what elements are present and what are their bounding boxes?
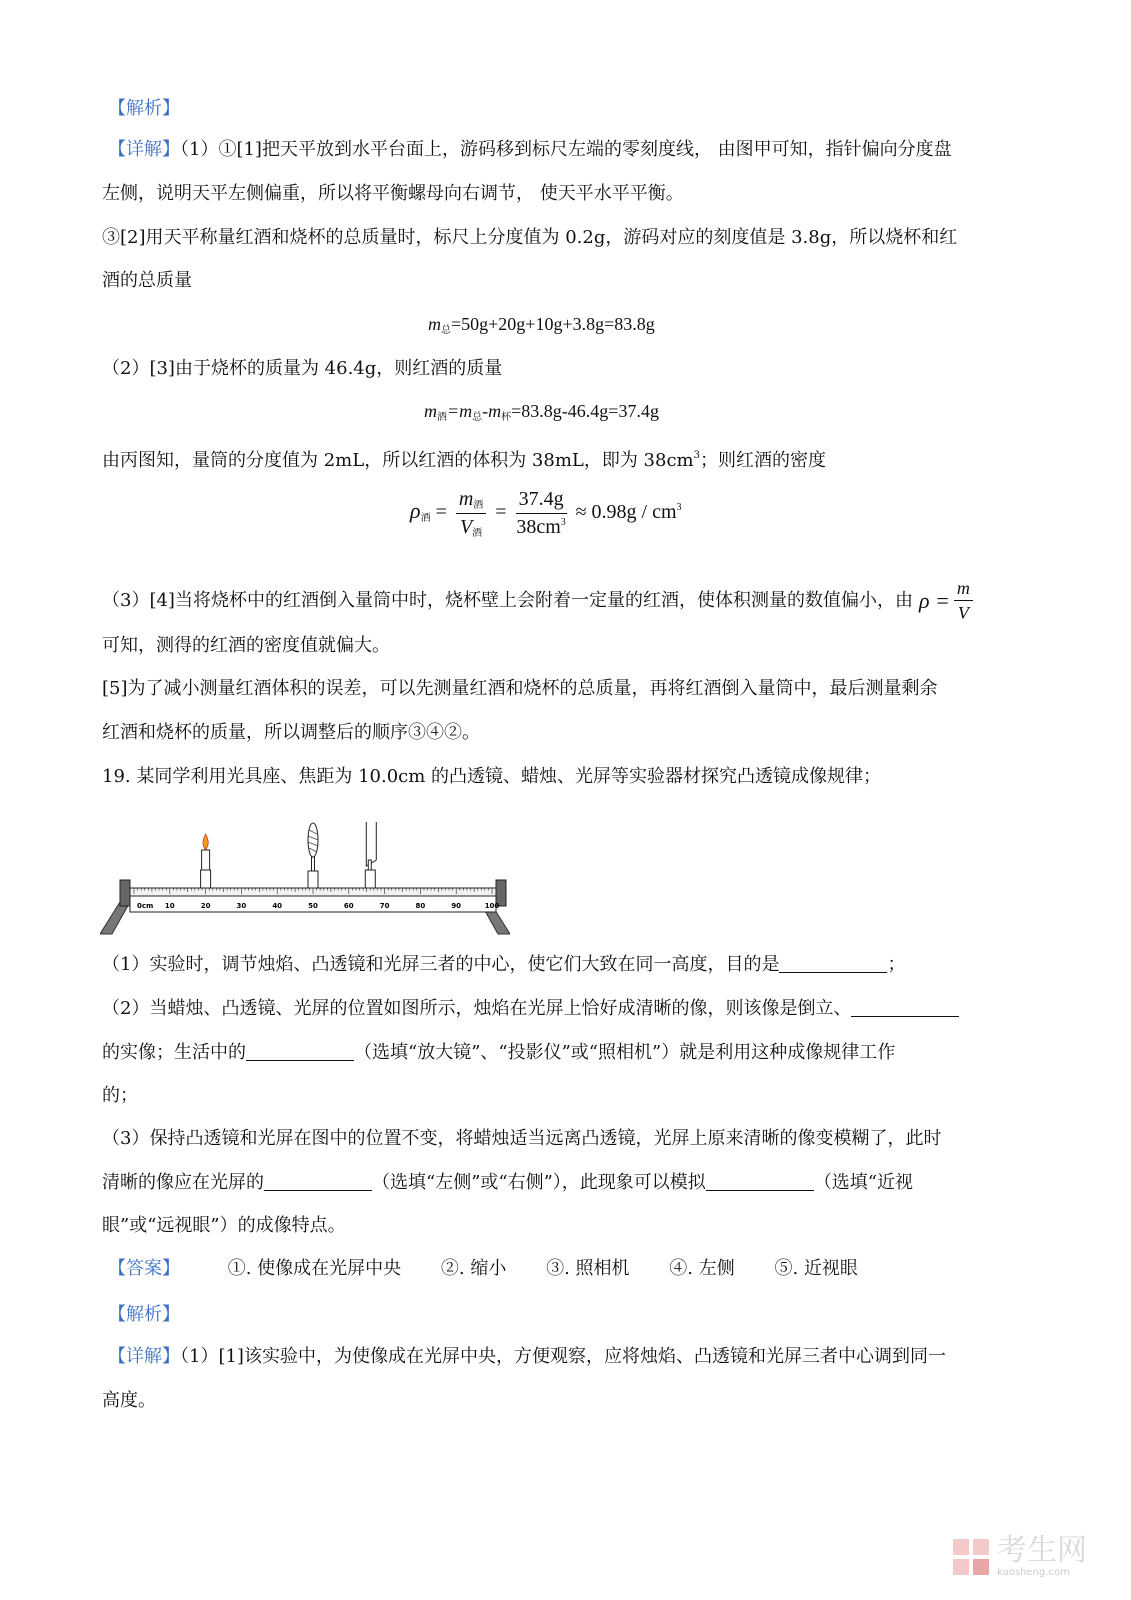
paragraph-4: 由丙图知，量筒的分度值为 2mL，所以红酒的体积为 38mL，即为 $38cm^3$；则红酒的密度 xyxy=(102,450,826,471)
jiexi-heading: 【解析】 xyxy=(108,98,180,119)
scale-tick-label: 40 xyxy=(272,902,283,910)
answer-item-4: ④. 左侧 xyxy=(669,1258,735,1279)
answer-item-3: ③. 照相机 xyxy=(546,1258,630,1279)
equation-density: $\rho_酒$ = $\frac{m_酒}{V_酒}$ = $\frac{37.4g}{38cm^3}$ ≈ $0.98g / cm^3$ xyxy=(410,488,682,539)
paragraph-5-line-1: （3）[4]当将烧杯中的红酒倒入量筒中时，烧杯壁上会附着一定量的红酒，使体积测量的数值偏小，由 ρ = $\frac{m}{V}$ xyxy=(102,578,977,623)
question-19-part-2-line-1: （2）当蜡烛、凸透镜、光屏的位置如图所示，烛焰在光屏上恰好成清晰的像，则该像是倒立、 xyxy=(102,996,959,1022)
answer-item-2: ②. 缩小 xyxy=(440,1258,507,1279)
paragraph-5-line-2: 可知，测得的红酒的密度值就偏大。 xyxy=(102,635,390,656)
flame-icon xyxy=(203,834,208,850)
left-leg xyxy=(100,902,130,934)
convex-lens xyxy=(308,823,318,888)
paragraph-1-line-1: 【详解】（1）①[1]把天平放到水平台面上，游码移到标尺左端的零刻度线， 由图甲可知，指针偏向分度盘 xyxy=(108,139,952,160)
paragraph-3: （2）[3]由于烧杯的质量为 46.4g，则红酒的质量 xyxy=(102,358,503,379)
left-end-block xyxy=(120,880,130,906)
watermark-name: 考生网 xyxy=(997,1533,1087,1568)
scale-tick-label: 30 xyxy=(236,902,247,910)
detail-19-line-2: 高度。 xyxy=(102,1390,156,1411)
lens-stem xyxy=(312,857,315,871)
detail-heading: 【详解】 xyxy=(108,139,180,160)
paragraph-6-line-2: 红酒和烧杯的质量，所以调整后的顺序③④②。 xyxy=(102,722,480,743)
optical-bench-figure xyxy=(100,822,510,940)
equation-total-mass: $m_总=50g+20g+10g+3.8g=83.8g$ xyxy=(428,314,655,336)
lens-holder xyxy=(308,871,318,888)
detail-19-line-1: 【详解】（1）[1]该实验中，为使像成在光屏中央，方便观察，应将烛焰、凸透镜和光屏三者中心调到同一 xyxy=(108,1346,946,1367)
paragraph-2-line-2: 酒的总质量 xyxy=(102,270,192,291)
scale-tick-label: 0cm xyxy=(137,902,154,910)
question-19-part-1: （1）实验时，调节烛焰、凸透镜和光屏三者的中心，使它们大致在同一高度，目的是 ； xyxy=(102,954,906,975)
question-19-part-2-line-3: 的； xyxy=(102,1085,138,1106)
scale-tick-label: 90 xyxy=(451,902,462,910)
paragraph-2-line-1: ③[2]用天平称量红酒和烧杯的总质量时，标尺上分度值为 0.2g，游码对应的刻度值是 3.8g，所以烧杯和红 xyxy=(102,227,958,248)
scale-tick-label: 100 xyxy=(484,902,500,910)
paragraph-6-line-1: [5]为了减小测量红酒体积的误差，可以先测量红酒和烧杯的总质量，再将红酒倒入量筒中，最后测量剩余 xyxy=(102,678,938,699)
candle-body xyxy=(202,850,210,870)
answer-blank-5[interactable] xyxy=(706,1172,814,1191)
question-19-part-3-line-2: 清晰的像应在光屏的 （选填“左侧”或“右侧”），此现象可以模拟 （选填“近视 xyxy=(102,1172,914,1193)
answer-blank-4[interactable] xyxy=(264,1172,372,1191)
answer-row xyxy=(108,1256,892,1282)
jiexi-heading-2: 【解析】 xyxy=(108,1304,180,1325)
screen-holder xyxy=(365,870,375,888)
screen-stem xyxy=(368,860,371,870)
scale-tick-label: 20 xyxy=(200,902,211,910)
answer-heading: 【答案】 xyxy=(108,1258,180,1279)
screen-panel xyxy=(366,822,376,866)
question-19-part-3-line-1: （3）保持凸透镜和光屏在图中的位置不变，将蜡烛适当远离凸透镜，光屏上原来清晰的像变模糊了，此时 xyxy=(102,1128,942,1149)
scale-tick-label: 80 xyxy=(415,902,426,910)
candle-holder xyxy=(201,870,211,888)
answer-blank-2[interactable] xyxy=(851,998,959,1017)
watermark-logo-icon xyxy=(951,1537,991,1577)
fraction-rho-definition: $\frac{m}{V}$ xyxy=(954,578,973,623)
fraction-m-over-v: $\frac{m_酒}{V_酒}$ xyxy=(456,488,486,539)
scale-tick-label: 70 xyxy=(379,902,390,910)
paragraph-1-line-2: 左侧，说明天平左侧偏重，所以将平衡螺母向右调节， 使天平水平平衡。 xyxy=(102,183,684,204)
scale-tick-label: 50 xyxy=(308,902,318,910)
scale-tick-label: 10 xyxy=(164,902,175,910)
watermark-url: kaosheng.com xyxy=(997,1567,1070,1578)
question-19-stem: 19. 某同学利用光具座、焦距为 10.0cm 的凸透镜、蜡烛、光屏等实验器材探究凸透镜成像规律； xyxy=(102,766,882,787)
equation-wine-mass: $m_酒=m_总-m_杯=83.8g-46.4g=37.4g$ xyxy=(424,401,659,423)
question-19-part-3-line-3: 眼”或“远视眼”）的成像特点。 xyxy=(102,1215,346,1236)
question-19-part-2-line-2: 的实像；生活中的 （选填“放大镜”、“投影仪”或“照相机”）就是利用这种成像规律工作 xyxy=(102,1042,896,1063)
watermark xyxy=(951,1535,1087,1578)
scale-tick-label: 60 xyxy=(343,902,354,910)
light-screen xyxy=(365,822,376,888)
candle xyxy=(201,834,211,888)
fraction-values: $\frac{37.4g}{38cm^3}$ xyxy=(516,488,566,538)
answer-blank-3[interactable] xyxy=(246,1042,354,1061)
answer-item-1: ①. 使像成在光屏中央 xyxy=(227,1258,402,1279)
detail-heading-2: 【详解】 xyxy=(108,1346,180,1367)
answer-blank-1[interactable] xyxy=(779,954,887,973)
answer-item-5: ⑤. 近视眼 xyxy=(774,1258,858,1279)
